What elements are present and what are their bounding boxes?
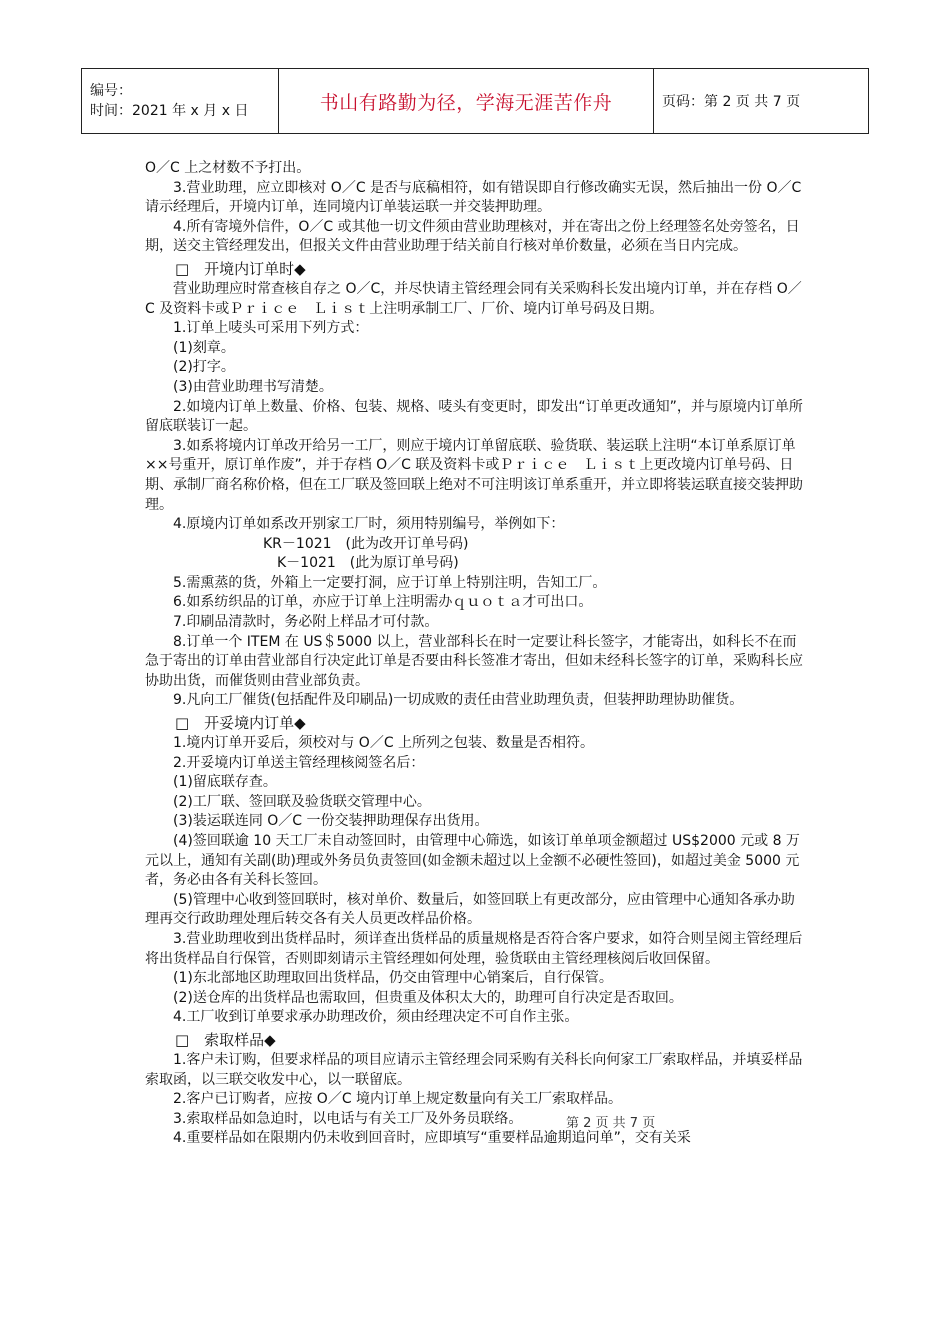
paragraph: 6.如系纺织品的订单，亦应于订单上注明需办ｑｕｏｔａ才可出口。 — [173, 594, 593, 611]
document-body — [145, 159, 807, 1149]
section-heading: □ 索取样品◆ — [175, 1030, 276, 1049]
paragraph: 1.订单上唛头可采用下列方式： — [173, 320, 369, 337]
paragraph: (2)打字。 — [173, 359, 235, 376]
paragraph: 9.凡向工厂催货(包括配件及印刷品)一切成败的责任由营业助理负责，但装押助理协助催货。 — [173, 692, 744, 709]
paragraph: (1)留底联存查。 — [173, 774, 277, 791]
section-heading: □ 开境内订单时◆ — [175, 259, 306, 278]
paragraph: KR－1021 (此为改开订单号码) — [263, 535, 469, 552]
number-label: 编号： — [90, 83, 132, 99]
header-left-cell — [82, 69, 279, 133]
paragraph: 3.营业助理，应立即核对 O／C 是否与底稿相符，如有错误即自行修改确实无误，然后抽出一份 O／C 请示经理后，开境内订单，连同境内订单装运联一并交装押助理。 — [145, 179, 802, 216]
paragraph: 4.重要样品如在限期内仍未收到回音时，应即填写“重要样品逾期追问单”，交有关采 — [173, 1130, 691, 1147]
paragraph: 营业助理应时常查核自存之 O／C，并尽快请主管经理会同有关采购科长发出境内订单，并在存档 O／C 及资料卡或Ｐｒｉｃｅ Ｌｉｓｔ上注明承制工厂、厂价、境内订单号码及日期。 — [145, 280, 802, 317]
paragraph: 4.所有寄境外信件，O／C 或其他一切文件须由营业助理核对，并在寄出之份上经理签名处旁签名，日期，送交主管经理发出，但报关文件由营业助理于结关前自行核对单价数量，必须在当日内完成。 — [145, 218, 800, 255]
paragraph: (1)刻章。 — [173, 339, 235, 356]
paragraph: (3)由营业助理书写清楚。 — [173, 378, 333, 395]
paragraph: O／C 上之材数不予打出。 — [145, 160, 311, 176]
paragraph: 1.客户未订购，但要求样品的项目应请示主管经理会同采购有关科长向何家工厂索取样品，并填妥样品索取函，以三联交收发中心，以一联留底。 — [145, 1051, 803, 1088]
paragraph: 5.需熏蒸的货，外箱上一定要打洞，应于订单上特别注明，告知工厂。 — [173, 574, 607, 591]
paragraph: 2.客户已订购者，应按 O／C 境内订单上规定数量向有关工厂索取样品。 — [173, 1091, 623, 1108]
paragraph: (1)东北部地区助理取回出货样品，仍交由管理中心销案后，自行保管。 — [173, 970, 613, 987]
section-heading: □ 开妥境内订单◆ — [175, 714, 306, 733]
paragraph: 3.如系将境内订单改开给另一工厂，则应于境内订单留底联、验货联、装运联上注明“本订单系原订单××号重开，原订单作废”，并于存档 O／C 联及资料卡或Ｐｒｉｃｅ Ｌｉｓｔ上更改境内订单号码、日期、承制厂商名称价格，但在工厂联及签回联上绝对不可注明该订单系重开，并立即将装运联直接交装押助理。 — [145, 437, 803, 513]
paragraph: 3.营业助理收到出货样品时，须详查出货样品的质量规格是否符合客户要求，如符合则呈阅主管经理后将出货样品自行保管，否则即刻请示主管经理如何处理，验货联由主管经理核阅后收回保留。 — [145, 930, 803, 967]
time-label: 时间：2021 年 x 月 x 日 — [90, 103, 249, 119]
paragraph: 4.工厂收到订单要求承办助理改价，须由经理决定不可自作主张。 — [173, 1009, 579, 1026]
paragraph: (4)签回联逾 10 天工厂未自动签回时，由管理中心筛选，如该订单单项金额超过 US$2000 元或 8 万元以上，通知有关副(助)理或外务员负责签回(如金额未超过以上金额不必硬性签回)，如超过美金 5000 元者，务必由各有关科长签回。 — [145, 833, 800, 889]
paragraph: 7.印刷品清款时，务必附上样品才可付款。 — [173, 614, 439, 631]
paragraph: (2)工厂联、签回联及验货联交管理中心。 — [173, 793, 431, 810]
motto-text: 书山有路勤为径，学海无涯苦作舟 — [319, 91, 613, 114]
page-info: 页码：第 2 页 共 7 页 — [662, 94, 801, 110]
paragraph: (5)管理中心收到签回联时，核对单价、数量后，如签回联上有更改部分，应由管理中心通知各承办助理再交行政助理处理后转交各有关人员更改样品价格。 — [145, 891, 795, 928]
paragraph: K－1021 (此为原订单号码) — [263, 555, 459, 572]
paragraph: (3)装运联连同 O／C 一份交装押助理保存出货用。 — [173, 813, 489, 830]
paragraph: 3.索取样品如急迫时，以电话与有关工厂及外务员联络。 — [173, 1110, 523, 1127]
paragraph: 2.开妥境内订单送主管经理核阅签名后： — [173, 754, 425, 771]
header-page-cell — [654, 69, 868, 133]
paragraph: 4.原境内订单如系改开别家工厂时，须用特别编号，举例如下： — [173, 516, 565, 533]
header-table — [81, 68, 869, 134]
paragraph: 2.如境内订单上数量、价格、包装、规格、唛头有变更时，即发出“订单更改通知”，并与原境内订单所留底联装订一起。 — [145, 398, 803, 435]
paragraph: 8.订单一个 ITEM 在 US＄5000 以上，营业部科长在时一定要让科长签字，才能寄出，如科长不在而急于寄出的订单由营业部自行决定此订单是否要由科长签准才寄出，但如未经科长签字的订单，采购科长应协助出货，而催货则由营业部负责。 — [145, 633, 803, 689]
paragraph: 1.境内订单开妥后，须校对与 O／C 上所列之包装、数量是否相符。 — [173, 735, 595, 752]
page-footer: 第 2 页 共 7 页 — [566, 1116, 656, 1131]
header-motto-cell — [279, 69, 654, 133]
paragraph: (2)送仓库的出货样品也需取回，但贵重及体积太大的，助理可自行决定是否取回。 — [173, 989, 683, 1006]
